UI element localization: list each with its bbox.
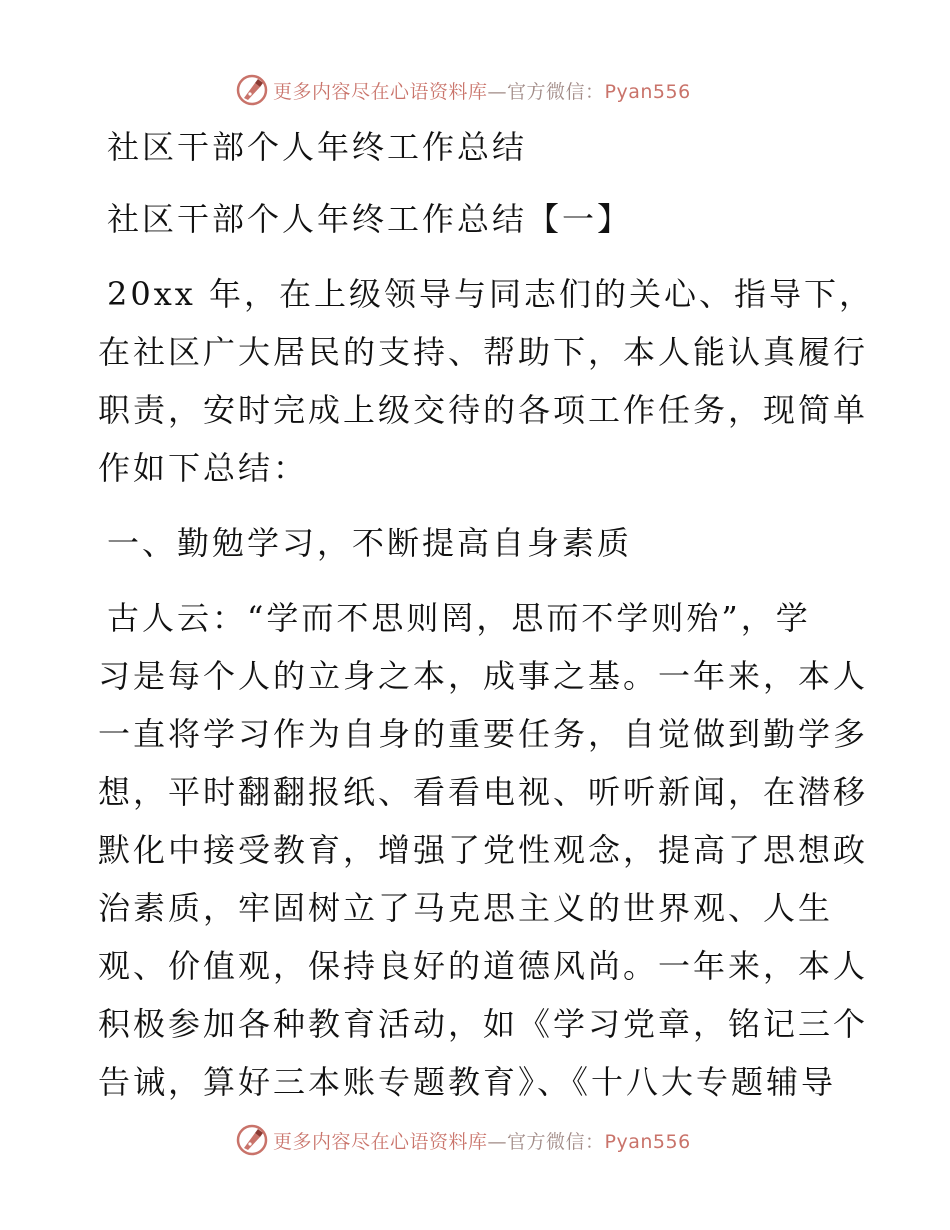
paragraph-line: 20xx 年，在上级领导与同志们的关心、指导下， (107, 275, 874, 313)
paragraph-line: 职责，安时完成上级交待的各项工作任务，现简单 (98, 391, 869, 429)
paragraph-line: 古人云：“学而不思则罔，思而不学则殆”，学 (107, 599, 811, 637)
paragraph-line: 习是每个人的立身之本，成事之基。一年来，本人 (98, 657, 869, 695)
footer-watermark (235, 1122, 691, 1158)
header-watermark (235, 72, 691, 108)
document-title: 社区干部个人年终工作总结 (107, 128, 528, 166)
paragraph-line: 治素质，牢固树立了马克思主义的世界观、人生 (98, 889, 834, 927)
paragraph-line: 告诫，算好三本账专题教育》、《十八大专题辅导 (98, 1063, 837, 1101)
pen-nib-logo-icon (235, 73, 269, 107)
paragraph-line: 在社区广大居民的支持、帮助下，本人能认真履行 (98, 333, 869, 371)
paragraph-line: 积极参加各种教育活动，如《学习党章，铭记三个 (98, 1005, 869, 1043)
pen-nib-logo-icon (235, 1123, 269, 1157)
paragraph-line: 默化中接受教育，增强了党性观念，提高了思想政 (98, 831, 869, 869)
document-subtitle: 社区干部个人年终工作总结【一】 (107, 200, 633, 238)
watermark-text: 更多内容尽在心语资料库—官方微信：Pyan556 (273, 80, 691, 103)
paragraph-line: 作如下总结： (98, 449, 309, 487)
paragraph-line: 观、价值观，保持良好的道德风尚。一年来，本人 (98, 947, 869, 985)
watermark-text: 更多内容尽在心语资料库—官方微信：Pyan556 (273, 1130, 691, 1153)
paragraph-line: 一直将学习作为自身的重要任务，自觉做到勤学多 (98, 715, 869, 753)
paragraph-line: 想，平时翻翻报纸、看看电视、听听新闻，在潜移 (98, 773, 869, 811)
section-heading: 一、勤勉学习，不断提高自身素质 (107, 524, 633, 562)
